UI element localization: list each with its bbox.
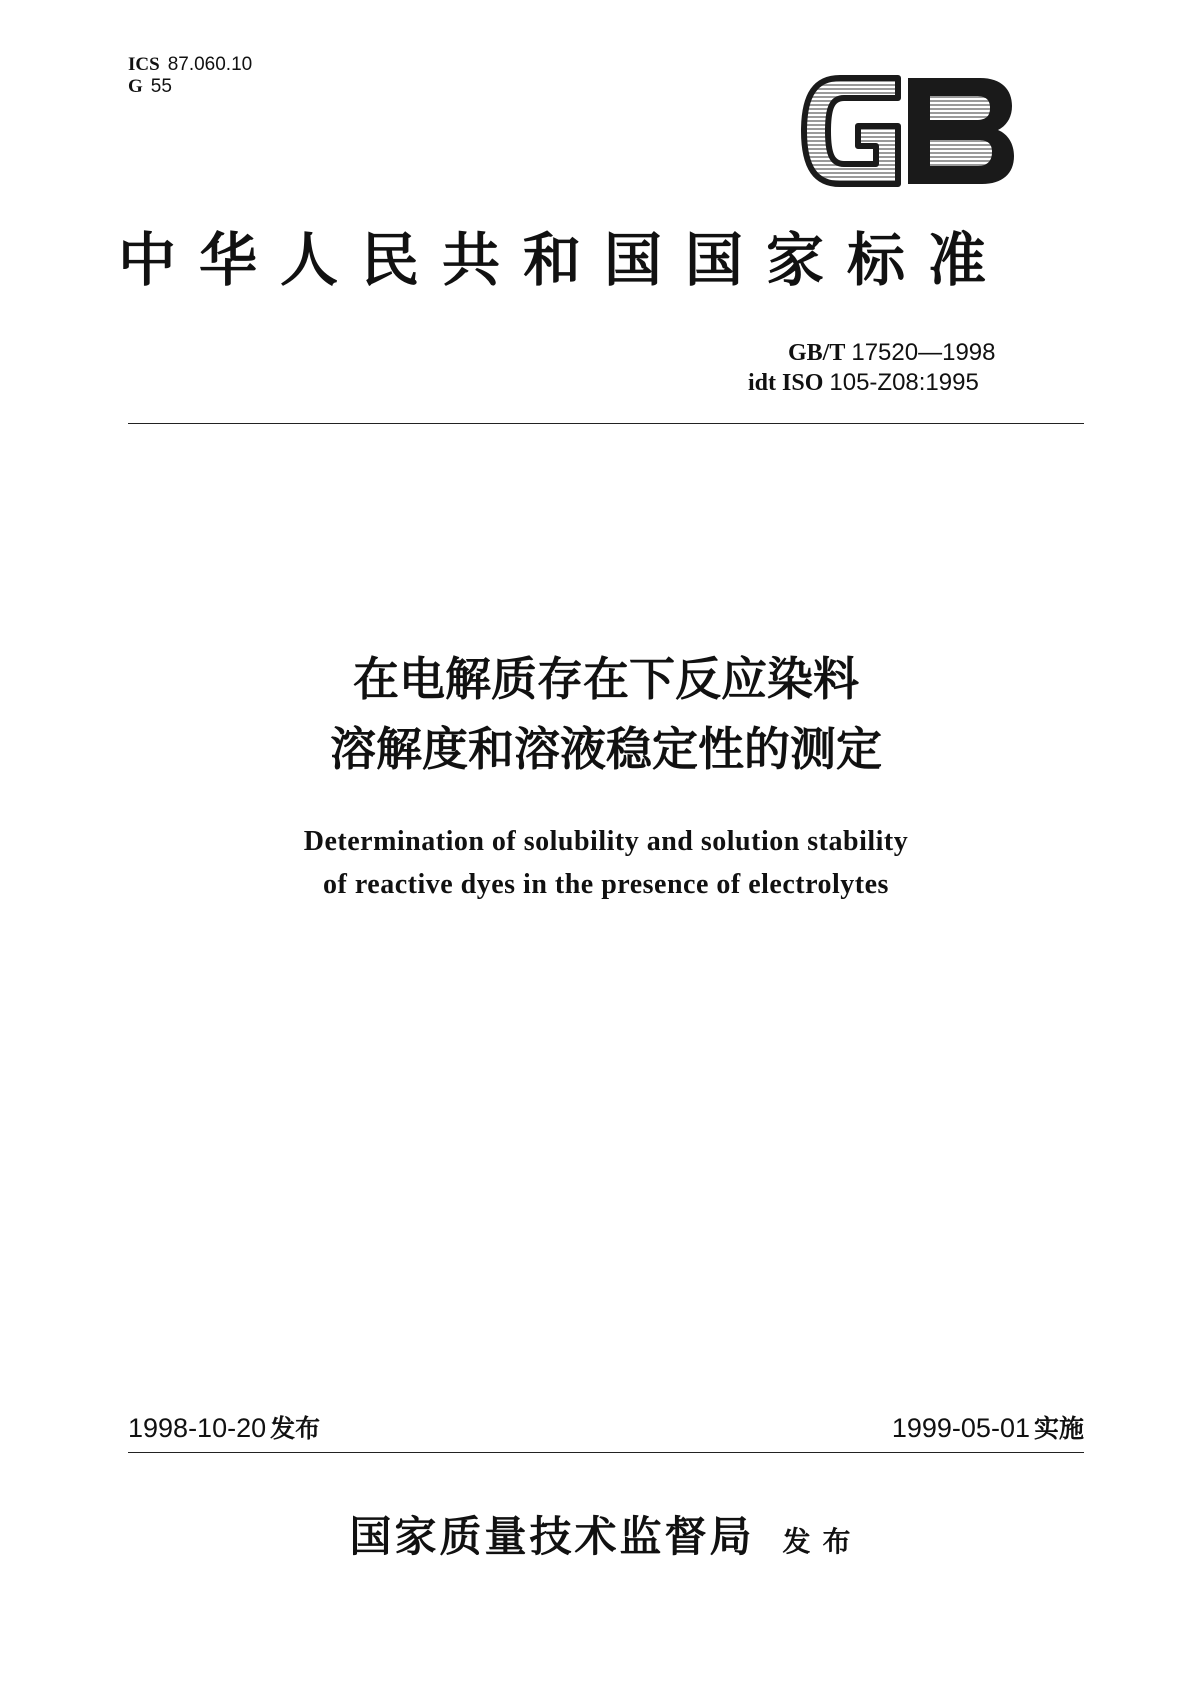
effective-date-value: 1999-05-01 [891, 1413, 1030, 1443]
bottom-divider [128, 1452, 1084, 1453]
english-title-line-2: of reactive dyes in the presence of electrolytes [323, 869, 889, 900]
chinese-title-line-2: 溶解度和溶液稳定性的测定 [330, 722, 882, 776]
standard-number [748, 338, 1088, 368]
chinese-title-line-1: 在电解质存在下反应染料 [353, 652, 859, 706]
issue-date [128, 1412, 320, 1445]
ccs-label: G [128, 76, 143, 97]
chinese-title [128, 644, 1084, 784]
issue-date-word: 发布 [270, 1414, 321, 1443]
ccs-code [128, 76, 252, 98]
logo-letter-b [908, 78, 1014, 184]
ics-value: 87.060.10 [167, 54, 253, 75]
issue-date-value: 1998-10-20 [128, 1413, 267, 1443]
top-divider [128, 423, 1084, 424]
effective-date-word: 实施 [1033, 1414, 1084, 1443]
publisher-verb: 发布 [782, 1525, 863, 1558]
standard-number-block [748, 338, 1088, 398]
classification-codes [128, 54, 252, 98]
standard-number-value: 17520—1998 [851, 339, 996, 366]
english-title [128, 820, 1084, 906]
effective-date [760, 1412, 1084, 1445]
english-title-line-1: Determination of solubility and solution stability [303, 826, 909, 857]
ics-code [128, 54, 252, 76]
equivalent-standard-label: idt ISO [748, 370, 824, 396]
gb-logo [800, 72, 1018, 190]
equivalent-standard-value: 105-Z08:1995 [829, 369, 979, 396]
national-standard-heading: 中华人民共和国国家标准 [118, 226, 1010, 294]
logo-letter-g [804, 78, 898, 184]
ics-label: ICS [128, 54, 160, 75]
ccs-value: 55 [150, 76, 172, 97]
publisher [128, 1504, 1084, 1564]
standard-number-label: GB/T [788, 340, 846, 366]
equivalent-standard [748, 368, 1088, 398]
publisher-name: 国家质量技术监督局 [349, 1512, 755, 1561]
